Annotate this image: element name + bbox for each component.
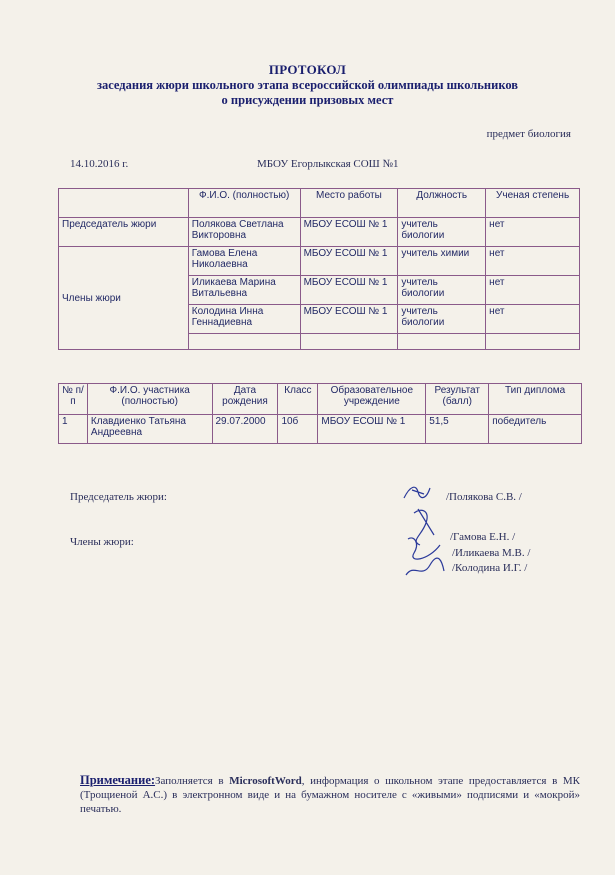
document-subtitle-2: о присуждении призовых мест (221, 93, 394, 107)
jury-position: учитель химии (398, 247, 486, 276)
jury-role-members: Члены жюри (59, 247, 189, 350)
results-class: 10б (278, 415, 318, 444)
jury-empty-cell (188, 334, 300, 350)
jury-degree: нет (486, 218, 580, 247)
member-signatures (400, 505, 452, 585)
chairman-name: /Полякова С.В. / (446, 491, 522, 503)
jury-degree: нет (486, 247, 580, 276)
note-text-1: Заполняется в (155, 775, 230, 787)
jury-degree: нет (486, 305, 580, 334)
jury-position: учитель биологии (398, 276, 486, 305)
note-text-2: , информация о школьном этапе предоставляется в МК (Трощиеной А.С.) в электронном виде и на бумажном носителе с «живыми» подписями и «мокрой» печатью. (80, 775, 581, 815)
jury-name: Полякова Светлана Викторовна (188, 218, 300, 247)
jury-empty-cell (486, 334, 580, 350)
results-diploma: победитель (489, 415, 582, 444)
jury-name: Гамова Елена Николаевна (188, 247, 300, 276)
date-line: 14.10.2016 г. (70, 158, 129, 170)
jury-row-member (59, 247, 580, 276)
member-name-2: /Иликаева М.В. / (452, 547, 531, 559)
results-table (58, 383, 582, 444)
results-header-diploma: Тип диплома (489, 384, 582, 415)
results-header-num: № п/п (59, 384, 88, 415)
jury-table (58, 188, 580, 350)
results-header-school: Образовательное учреждение (318, 384, 426, 415)
jury-work: МБОУ ЕСОШ № 1 (300, 218, 398, 247)
jury-work: МБОУ ЕСОШ № 1 (300, 305, 398, 334)
results-school: МБОУ ЕСОШ № 1 (318, 415, 426, 444)
jury-name: Колодина Инна Геннадиевна (188, 305, 300, 334)
results-num: 1 (59, 415, 88, 444)
document-subtitle-1: заседания жюри школьного этапа всероссийской олимпиады школьников (96, 78, 519, 92)
title-block (0, 62, 615, 108)
jury-work: МБОУ ЕСОШ № 1 (300, 276, 398, 305)
jury-position: учитель биологии (398, 305, 486, 334)
jury-empty-cell (300, 334, 398, 350)
jury-name: Иликаева Марина Витальевна (188, 276, 300, 305)
jury-header-degree: Ученая степень (486, 189, 580, 218)
results-result: 51,5 (426, 415, 489, 444)
jury-work: МБОУ ЕСОШ № 1 (300, 247, 398, 276)
jury-row-chairman (59, 218, 580, 247)
jury-header-empty (59, 189, 189, 218)
jury-header-work: Место работы (300, 189, 398, 218)
jury-position: учитель биологии (398, 218, 486, 247)
results-row (59, 415, 582, 444)
results-header-name: Ф.И.О. участника (полностью) (87, 384, 212, 415)
members-label: Члены жюри: (70, 536, 134, 548)
document-title: ПРОТОКОЛ (268, 62, 347, 77)
jury-header-row (59, 189, 580, 218)
chairman-signature (400, 480, 440, 504)
note (80, 773, 580, 816)
note-bold: MicrosoftWord (229, 775, 302, 787)
results-header-result: Результат (балл) (426, 384, 489, 415)
member-name-1: /Гамова Е.Н. / (450, 531, 516, 543)
jury-header-name: Ф.И.О. (полностью) (188, 189, 300, 218)
subject-line: предмет биология (486, 128, 571, 140)
jury-empty-cell (398, 334, 486, 350)
results-header-birth: Дата рождения (212, 384, 278, 415)
jury-role-chairman: Председатель жюри (59, 218, 189, 247)
results-header-class: Класс (278, 384, 318, 415)
chairman-label: Председатель жюри: (70, 491, 167, 503)
member-name-3: /Колодина И.Г. / (452, 562, 528, 574)
jury-degree: нет (486, 276, 580, 305)
results-name: Клавдиенко Татьяна Андреевна (87, 415, 212, 444)
results-header-row (59, 384, 582, 415)
school-line: МБОУ Егорлыкская СОШ №1 (257, 158, 399, 170)
results-birth: 29.07.2000 (212, 415, 278, 444)
note-label: Примечание: (80, 773, 156, 787)
jury-header-position: Должность (398, 189, 486, 218)
